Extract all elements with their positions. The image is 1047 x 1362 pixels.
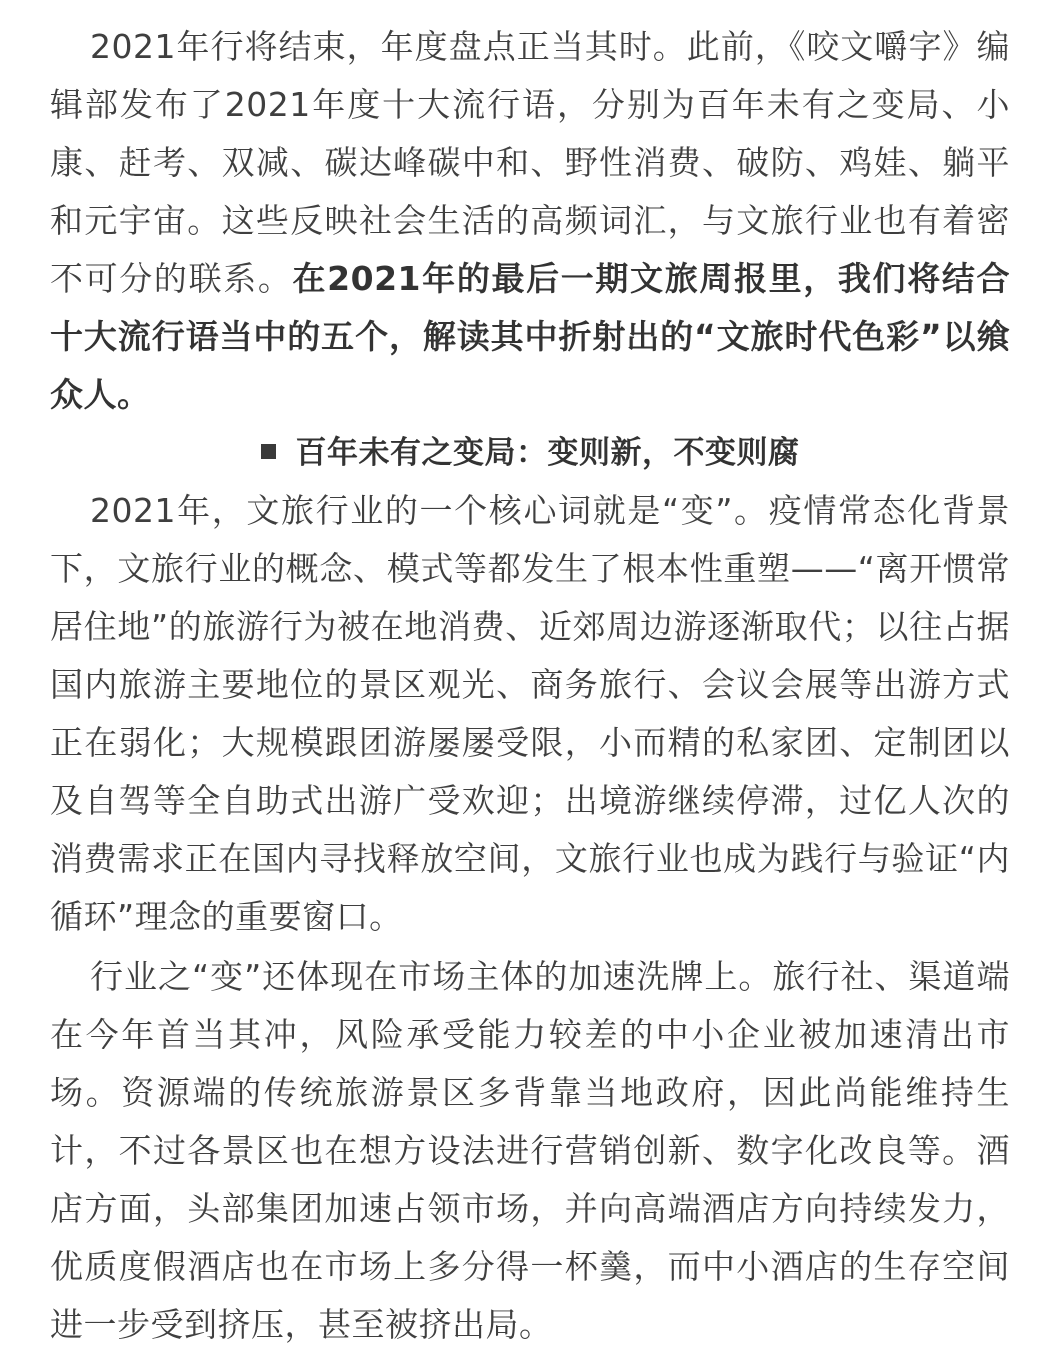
article-body [50, 18, 1010, 1354]
body-paragraph-2: 行业之“变”还体现在市场主体的加速洗牌上。旅行社、渠道端在今年首当其冲，风险承受能力较差的中小企业被加速清出市场。资源端的传统旅游景区多背靠当地政府，因此尚能维持生计，不过各景区也在想方设法进行营销创新、数字化改良等。酒店方面，头部集团加速占领市场，并向高端酒店方向持续发力，优质度假酒店也在市场上多分得一杯羹，而中小酒店的生存空间进一步受到挤压，甚至被挤出局。 [50, 957, 1010, 1344]
intro-bold-text: 在2021年的最后一期文旅周报里，我们将结合十大流行语当中的五个，解读其中折射出的“文旅时代色彩”以飨众人。 [50, 259, 1010, 414]
intro-paragraph [50, 18, 1010, 424]
body-paragraph-1: 2021年，文旅行业的一个核心词就是“变”。疫情常态化背景下，文旅行业的概念、模式等都发生了根本性重塑——“离开惯常居住地”的旅游行为被在地消费、近郊周边游逐渐取代；以往占据国内旅游主要地位的景区观光、商务旅行、会议会展等出游方式正在弱化；大规模跟团游屡屡受限，小而精的私家团、定制团以及自驾等全自助式出游广受欢迎；出境游继续停滞，过亿人次的消费需求正在国内寻找释放空间，文旅行业也成为践行与验证“内循环”理念的重要窗口。 [50, 491, 1010, 936]
square-bullet-icon [261, 444, 276, 459]
section-heading-text: 百年未有之变局：变则新，不变则腐 [295, 435, 800, 471]
intro-text: 2021年行将结束，年度盘点正当其时。此前，《咬文嚼字》编辑部发布了2021年度十大流行语，分别为百年未有之变局、小康、赶考、双减、碳达峰碳中和、野性消费、破防、鸡娃、躺平和元宇宙。这些反映社会生活的高频词汇，与文旅行业也有着密不可分的联系。 [50, 27, 1010, 298]
section-heading [50, 424, 1010, 482]
